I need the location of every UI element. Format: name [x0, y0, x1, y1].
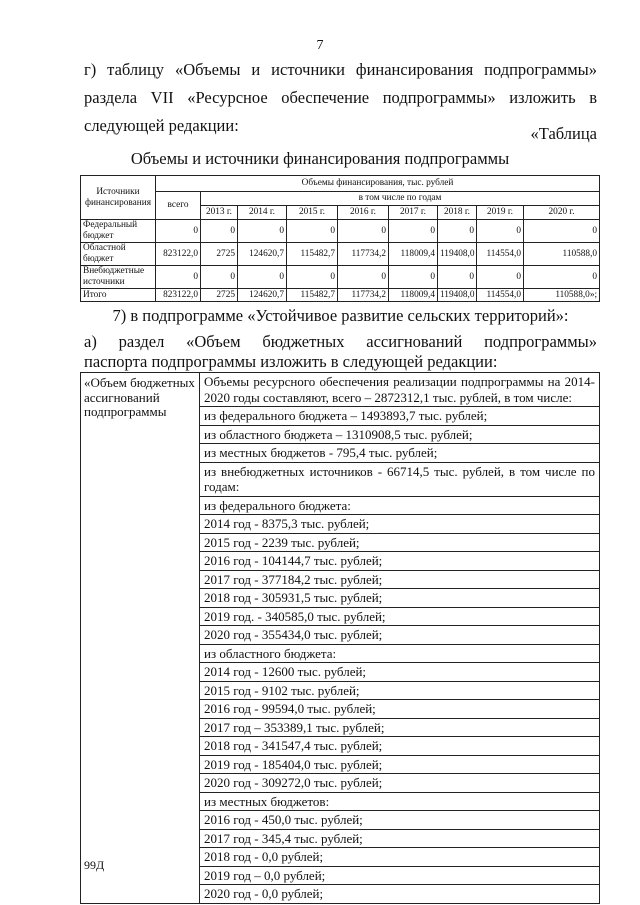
- passport-line: 2019 год – 0,0 рублей;: [200, 867, 599, 886]
- passport-line: 2018 год - 0,0 рублей;: [200, 848, 599, 867]
- cell-value: 0: [524, 220, 600, 243]
- table-title: Объемы и источники финансирования подпрограммы: [130, 149, 510, 168]
- cell-value: 0: [201, 220, 238, 243]
- header-volumes: Объемы финансирования, тыс. рублей: [156, 176, 600, 192]
- cell-value: 0: [438, 220, 477, 243]
- cell-value: 110588,0»;: [524, 289, 600, 302]
- cell-value: 124620,7: [238, 289, 287, 302]
- passport-line: 2014 год - 12600 тыс. рублей;: [200, 663, 599, 682]
- cell-value: 110588,0: [524, 243, 600, 266]
- passport-line: 2019 год - 185404,0 тыс. рублей;: [200, 756, 599, 775]
- passport-line: 2020 год - 0,0 рублей;: [204, 886, 324, 901]
- row-label: Внебюджетные источники: [81, 266, 156, 289]
- table-row: [81, 243, 600, 266]
- row-total: 0: [156, 266, 201, 289]
- passport-line: из местных бюджетов:: [200, 793, 599, 812]
- row-total: 823122,0: [156, 289, 201, 302]
- cell-value: 115482,7: [287, 289, 338, 302]
- row-label: Итого: [81, 289, 156, 302]
- passport-line: 2017 год - 377184,2 тыс. рублей;: [200, 571, 599, 590]
- cell-value: 0: [389, 266, 438, 289]
- cell-value: 124620,7: [238, 243, 287, 266]
- passport-label: «Объем бюджетных ассигнований подпрограммы: [81, 373, 200, 904]
- item-a-line-2: паспорта подпрограммы изложить в следующей редакции:: [84, 352, 498, 371]
- passport-line: 2017 год - 345,4 тыс. рублей;: [200, 830, 599, 849]
- header-year: 2020 г.: [524, 206, 600, 220]
- passport-line: 2018 год - 305931,5 тыс. рублей;: [200, 589, 599, 608]
- cell-value: 0: [338, 266, 389, 289]
- passport-line: Объемы ресурсного обеспечения реализации подпрограммы на 2014-2020 годы составляют, всего – 2872312,1 тыс. рублей, в том числе:: [200, 373, 599, 407]
- cell-value: 0: [389, 220, 438, 243]
- cell-value: 0: [477, 220, 524, 243]
- cell-value: 0: [238, 220, 287, 243]
- cell-value: 117734,2: [338, 289, 389, 302]
- header-year: 2014 г.: [238, 206, 287, 220]
- header-total: всего: [156, 192, 201, 220]
- passport-line: из областного бюджета – 1310908,5 тыс. рублей;: [200, 426, 599, 445]
- cell-value: 2725: [201, 243, 238, 266]
- passport-line: 2020 год - 355434,0 тыс. рублей;: [200, 626, 599, 645]
- passport-line: 2018 год - 341547,4 тыс. рублей;: [200, 737, 599, 756]
- passport-line: 2016 год - 104144,7 тыс. рублей;: [200, 552, 599, 571]
- item-7: 7) в подпрограмме «Устойчивое развитие сельских территорий»:: [112, 306, 569, 325]
- passport-line: 2015 год - 9102 тыс. рублей;: [200, 682, 599, 701]
- passport-line: 2015 год - 2239 тыс. рублей;: [200, 534, 599, 553]
- header-year: 2013 г.: [201, 206, 238, 220]
- intro-line-3: следующей редакции:: [84, 116, 239, 135]
- cell-value: 0: [201, 266, 238, 289]
- cell-value: 119408,0: [438, 243, 477, 266]
- passport-line: 2017 год – 353389,1 тыс. рублей;: [200, 719, 599, 738]
- header-year: 2017 г.: [389, 206, 438, 220]
- cell-value: 118009,4: [389, 289, 438, 302]
- cell-value: 0: [238, 266, 287, 289]
- cell-value: 118009,4: [389, 243, 438, 266]
- header-including: в том числе по годам: [201, 192, 600, 206]
- footer-code: 99Д: [84, 858, 105, 872]
- header-source: Источники финансирования: [81, 176, 156, 220]
- cell-value: 0: [338, 220, 389, 243]
- row-label: Федеральный бюджет: [81, 220, 156, 243]
- passport-line: 2016 год - 450,0 тыс. рублей;: [200, 811, 599, 830]
- table-row: [81, 220, 600, 243]
- cell-value: 115482,7: [287, 243, 338, 266]
- passport-line: из местных бюджетов - 795,4 тыс. рублей;: [200, 444, 599, 463]
- cell-value: 119408,0: [438, 289, 477, 302]
- row-total: 823122,0: [156, 243, 201, 266]
- item-a-line-1: а) раздел «Объем бюджетных ассигнований подпрограммы»: [84, 332, 597, 351]
- intro-line-2: раздела VII «Ресурсное обеспечение подпрограммы» изложить в: [84, 88, 597, 107]
- cell-value: 0: [524, 266, 600, 289]
- passport-line: 2016 год - 99594,0 тыс. рублей;: [200, 700, 599, 719]
- passport-line: из внебюджетных источников - 66714,5 тыс. рублей, в том числе по годам:: [200, 463, 599, 497]
- cell-value: 0: [438, 266, 477, 289]
- passport-line: 2014 год - 8375,3 тыс. рублей;: [200, 515, 599, 534]
- cell-value: 0: [287, 266, 338, 289]
- table-row: [81, 266, 600, 289]
- finance-table: [80, 175, 600, 302]
- row-total: 0: [156, 220, 201, 243]
- cell-value: 114554,0: [477, 243, 524, 266]
- header-year: 2015 г.: [287, 206, 338, 220]
- passport-line: из федерального бюджета:: [200, 497, 599, 516]
- page-number: 7: [316, 38, 324, 53]
- header-year: 2016 г.: [338, 206, 389, 220]
- cell-value: 2725: [201, 289, 238, 302]
- passport-line: 2019 год. - 340585,0 тыс. рублей;: [200, 608, 599, 627]
- table-caption: «Таблица: [530, 124, 597, 143]
- intro-line-1: г) таблицу «Объемы и источники финансирования подпрограммы»: [84, 60, 597, 79]
- header-year: 2019 г.: [477, 206, 524, 220]
- passport-content: [200, 373, 600, 904]
- passport-line: из областного бюджета:: [200, 645, 599, 664]
- passport-line: 2020 год - 309272,0 тыс. рублей;: [200, 774, 599, 793]
- passport-table: [80, 372, 600, 904]
- passport-line: из федерального бюджета – 1493893,7 тыс. рублей;: [200, 407, 599, 426]
- table-row: [81, 289, 600, 302]
- header-year: 2018 г.: [438, 206, 477, 220]
- cell-value: 0: [287, 220, 338, 243]
- cell-value: 114554,0: [477, 289, 524, 302]
- cell-value: 0: [477, 266, 524, 289]
- row-label: Областной бюджет: [81, 243, 156, 266]
- cell-value: 117734,2: [338, 243, 389, 266]
